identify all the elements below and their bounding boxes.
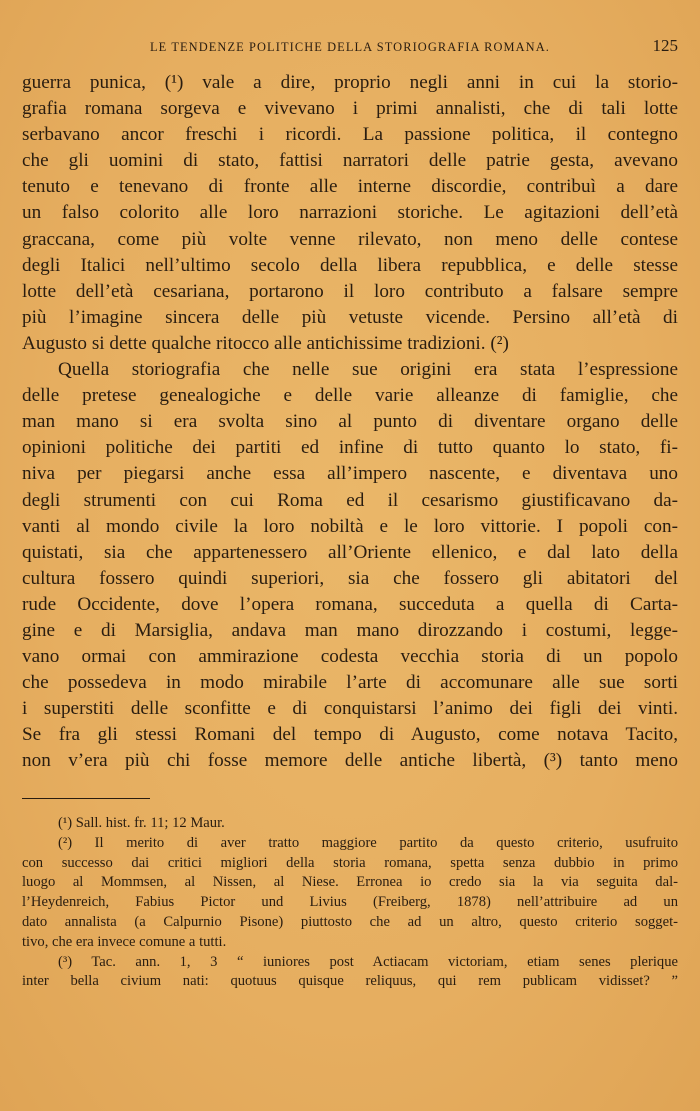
footnote-line: inter bella civium nati: quotuus quisque reliquus, qui rem publicam vidisset? ”	[22, 973, 678, 990]
text-line: i superstiti delle sconfitte e di conquistarsi l’animo dei figli dei vinti.	[22, 698, 678, 720]
text-line: più l’imagine sincera delle più vetuste vicende. Persino all’età di	[22, 306, 678, 328]
footnote-line: dato annalista (a Calpurnio Pisone) piuttosto che ad un altro, questo criterio sogget-	[22, 913, 678, 930]
text-line: serbavano ancor freschi i ricordi. La passione politica, il contegno	[22, 124, 678, 146]
text-line: vano ormai con ammirazione codesta vecchia storia di un popolo	[22, 646, 678, 668]
text-line: opinioni politiche dei partiti ed infine di tutto quanto lo stato, fi-	[22, 437, 678, 459]
text-line: non v’era più chi fosse memore delle antiche libertà, (³) tanto meno	[22, 750, 678, 772]
text-line: graccana, come più volte venne rilevato, non meno delle contese	[22, 228, 678, 250]
text-line: cultura fossero quindi superiori, sia che fossero gli abitatori del	[22, 567, 678, 589]
text-line: Augusto si dette qualche ritocco alle antichissime tradizioni. (²)	[22, 332, 509, 354]
footnote-line: (²) Il merito di aver tratto maggiore partito da questo criterio, usufruito	[58, 834, 678, 851]
main-text	[22, 70, 678, 775]
text-line: Se fra gli stessi Romani del tempo di Augusto, come notava Tacito,	[22, 724, 678, 746]
running-head	[22, 36, 678, 58]
text-line: grafia romana sorgeva e vivevano i primi annalisti, che di tali lotte	[22, 98, 678, 120]
footnote-line: l’Heydenreich, Fabius Pictor und Livius (Freiberg, 1878) nell’attribuire ad un	[22, 894, 678, 911]
text-line: man mano si era svolta sino al punto di diventare organo delle	[22, 411, 678, 433]
text-line: guerra punica, (¹) vale a dire, proprio negli anni in cui la storio-	[22, 72, 678, 93]
text-line: un falso colorito alle loro narrazioni storiche. Le agitazioni dell’età	[22, 202, 678, 224]
running-head-title: LE TENDENZE POLITICHE DELLA STORIOGRAFIA ROMANA.	[150, 40, 550, 54]
footnote-line: con successo dai critici migliori della storia romana, spetta senza dubbio in primo	[22, 854, 678, 871]
text-line: tenuto e tenevano di fronte alle interne discordie, contribuì a dare	[22, 176, 678, 198]
text-line: degli strumenti con cui Roma ed il cesarismo giustificavano da-	[22, 489, 678, 511]
text-line: niva per piegarsi anche essa all’impero nascente, e diventava uno	[22, 463, 678, 485]
footnote-line: tivo, che era invece comune a tutti.	[22, 933, 227, 950]
text-line: gine e di Marsiglia, andava man mano dirozzando i costumi, legge-	[22, 619, 678, 641]
text-line: degli Italici nell’ultimo secolo della libera repubblica, e delle stesse	[22, 254, 678, 276]
text-line: che gli uomini di stato, fattisi narratori delle patrie gesta, avevano	[22, 150, 678, 172]
text-line: lotte dell’età cesariana, portarono il loro contributo a falsare sempre	[22, 280, 678, 302]
footnote-line: (³) Tac. ann. 1, 3 “ iuniores post Actiacam victoriam, etiam senes plerique	[58, 953, 678, 970]
footnote-line: luogo al Mommsen, al Nissen, al Niese. Erronea io credo sia la via seguita dal-	[22, 874, 678, 891]
footnote-divider	[22, 798, 150, 799]
paragraph-start-line: Quella storiografia che nelle sue origini era stata l’espressione	[58, 359, 678, 381]
footnotes	[22, 814, 678, 992]
text-line: che possedeva in modo mirabile l’arte di accomunare alle sue sorti	[22, 672, 678, 694]
text-line: vanti al mondo civile la loro nobiltà e le loro vittorie. I popoli con-	[22, 515, 678, 537]
page-number: 125	[652, 36, 678, 55]
text-line: rude Occidente, dove l’opera romana, succeduta a quella di Carta-	[22, 593, 678, 615]
text-line: quistati, sia che appartenessero all’Oriente ellenico, e dal lato della	[22, 541, 678, 563]
text-line: delle pretese genealogiche e delle varie alleanze di famiglie, che	[22, 385, 678, 407]
footnote-line: (¹) Sall. hist. fr. 11; 12 Maur.	[58, 815, 225, 831]
